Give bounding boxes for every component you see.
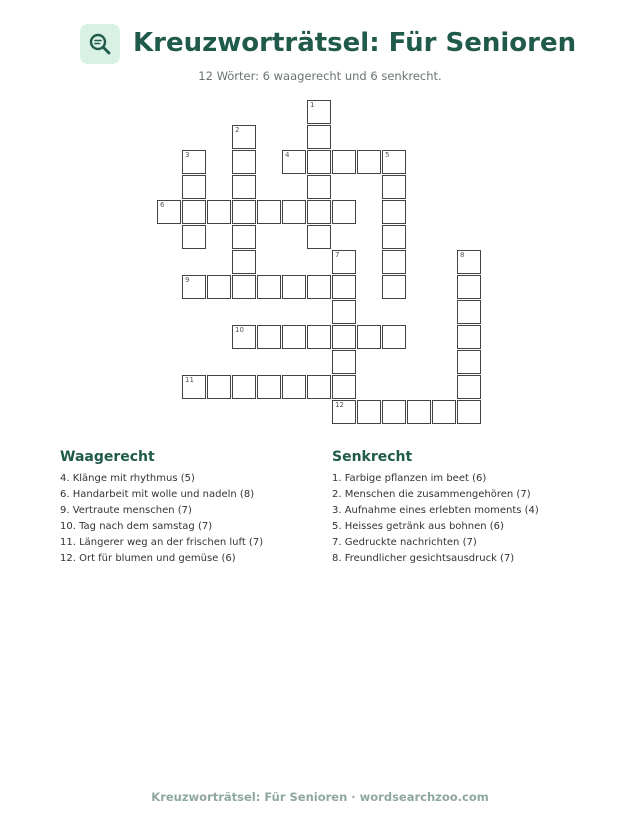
grid-cell[interactable] (232, 125, 256, 149)
clue-down-item: 2. Menschen die zusammengehören (7) (332, 489, 531, 500)
grid-cell[interactable] (182, 175, 206, 199)
grid-cell[interactable] (257, 375, 281, 399)
grid-cell[interactable] (332, 250, 356, 274)
clue-across-item: 11. Längerer weg an der frischen luft (7) (60, 537, 264, 548)
grid-cell[interactable] (257, 200, 281, 224)
grid-cell[interactable] (207, 375, 231, 399)
grid-cell[interactable] (182, 375, 206, 399)
clue-down-item: 8. Freundlicher gesichtsausdruck (7) (332, 553, 515, 564)
grid-cell[interactable] (332, 375, 356, 399)
grid-cell[interactable] (382, 400, 406, 424)
grid-cell[interactable] (232, 325, 256, 349)
grid-cell[interactable] (457, 275, 481, 299)
grid-cell[interactable] (332, 275, 356, 299)
grid-cell[interactable] (232, 250, 256, 274)
grid-cell[interactable] (307, 150, 331, 174)
grid-cell[interactable] (457, 350, 481, 374)
grid-cell[interactable] (407, 400, 431, 424)
clue-across-item: 10. Tag nach dem samstag (7) (60, 521, 213, 532)
clue-number: 6 (160, 201, 165, 209)
grid-cell[interactable] (382, 250, 406, 274)
clue-number: 8 (460, 251, 465, 259)
clue-number: 7 (335, 251, 340, 259)
grid-cell[interactable] (307, 125, 331, 149)
clue-down-item: 5. Heisses getränk aus bohnen (6) (332, 521, 504, 532)
clue-number: 5 (385, 151, 390, 159)
clue-number: 9 (185, 276, 190, 284)
grid-cell[interactable] (382, 325, 406, 349)
grid-cell[interactable] (232, 275, 256, 299)
footer: Kreuzworträtsel: Für Senioren · wordsearchzoo.com (151, 790, 489, 804)
grid-cell[interactable] (457, 300, 481, 324)
clue-number: 11 (185, 376, 194, 384)
grid-cell[interactable] (232, 375, 256, 399)
clue-across-item: 4. Klänge mit rhythmus (5) (60, 473, 195, 484)
grid-cell[interactable] (457, 400, 481, 424)
grid-cell[interactable] (457, 375, 481, 399)
grid-cell[interactable] (207, 200, 231, 224)
clue-across-item: 12. Ort für blumen und gemüse (6) (60, 553, 236, 564)
grid-cell[interactable] (457, 325, 481, 349)
grid-cell[interactable] (157, 200, 181, 224)
down-clues (332, 449, 592, 567)
across-clues (60, 449, 320, 567)
grid-cell[interactable] (432, 400, 456, 424)
grid-cell[interactable] (357, 400, 381, 424)
grid-cell[interactable] (282, 150, 306, 174)
clue-number: 2 (235, 126, 240, 134)
grid-cell[interactable] (182, 200, 206, 224)
clue-number: 3 (185, 151, 190, 159)
clue-across-item: 9. Vertraute menschen (7) (60, 505, 192, 516)
grid-cell[interactable] (332, 200, 356, 224)
grid-cell[interactable] (382, 225, 406, 249)
grid-cell[interactable] (332, 300, 356, 324)
grid-cell[interactable] (332, 150, 356, 174)
grid-cell[interactable] (307, 375, 331, 399)
grid-cell[interactable] (382, 175, 406, 199)
grid-cell[interactable] (182, 225, 206, 249)
grid-cell[interactable] (207, 275, 231, 299)
grid-cell[interactable] (307, 225, 331, 249)
clue-down-item: 7. Gedruckte nachrichten (7) (332, 537, 477, 548)
grid-cell[interactable] (307, 275, 331, 299)
grid-cell[interactable] (182, 150, 206, 174)
grid-cell[interactable] (457, 250, 481, 274)
grid-cell[interactable] (307, 100, 331, 124)
grid-cell[interactable] (232, 150, 256, 174)
grid-cell[interactable] (332, 350, 356, 374)
grid-cell[interactable] (282, 375, 306, 399)
clue-across-item: 6. Handarbeit mit wolle und nadeln (8) (60, 489, 255, 500)
grid-cell[interactable] (307, 200, 331, 224)
grid-cell[interactable] (257, 275, 281, 299)
grid-cell[interactable] (232, 200, 256, 224)
grid-cell[interactable] (307, 325, 331, 349)
page-title: Kreuzworträtsel: Für Senioren (133, 28, 577, 58)
grid-cell[interactable] (182, 275, 206, 299)
grid-cell[interactable] (282, 325, 306, 349)
grid-cell[interactable] (232, 225, 256, 249)
clue-number: 10 (235, 326, 244, 334)
across-heading: Waagerecht (60, 449, 155, 465)
page-subtitle: 12 Wörter: 6 waagerecht und 6 senkrecht. (198, 69, 442, 83)
clue-number: 12 (335, 401, 344, 409)
grid-cell[interactable] (282, 275, 306, 299)
down-heading: Senkrecht (332, 449, 413, 465)
grid-cell[interactable] (332, 325, 356, 349)
grid-cell[interactable] (382, 200, 406, 224)
search-list-icon (88, 32, 112, 56)
grid-cell[interactable] (232, 175, 256, 199)
grid-cell[interactable] (257, 325, 281, 349)
logo (80, 24, 120, 64)
clue-down-item: 1. Farbige pflanzen im beet (6) (332, 473, 487, 484)
grid-cell[interactable] (307, 175, 331, 199)
grid-cell[interactable] (357, 325, 381, 349)
grid-cell[interactable] (332, 400, 356, 424)
grid-cell[interactable] (282, 200, 306, 224)
clue-number: 1 (310, 101, 315, 109)
grid-cell[interactable] (357, 150, 381, 174)
grid-cell[interactable] (382, 150, 406, 174)
clue-down-item: 3. Aufnahme eines erlebten moments (4) (332, 505, 539, 516)
header (0, 24, 640, 68)
grid-cell[interactable] (382, 275, 406, 299)
clue-number: 4 (285, 151, 290, 159)
